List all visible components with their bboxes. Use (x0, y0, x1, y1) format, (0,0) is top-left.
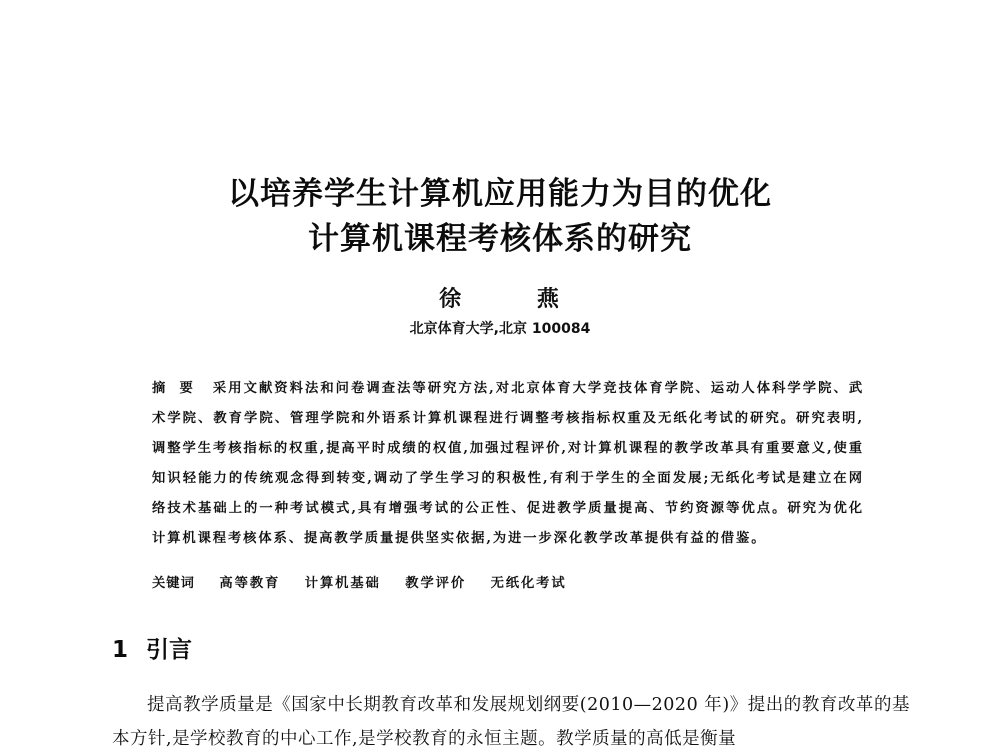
keywords-label: 关键词 (152, 576, 195, 591)
paper-title-line-1: 以培养学生计算机应用能力为目的优化 (228, 176, 772, 212)
keyword-item: 高等教育 (219, 576, 281, 591)
author-affiliation: 北京体育大学,北京 100084 (409, 321, 591, 337)
section-number: 1 (112, 637, 129, 663)
abstract-text: 采用文献资料法和问卷调查法等研究方法,对北京体育大学竞技体育学院、运动人体科学学院、武术学院、教育学院、管理学院和外语系计算机课程进行调整考核指标权重及无纸化考试的研究。研究表明,调整学生考核指标的权重,提高平时成绩的权值,加强过程评价,对计算机课程的教学改革具有重要意义,使重知识轻能力的传统观念得到转变,调动了学生学习的积极性,有利于学生的全面发展;无纸化考试是建立在网络技术基础上的一种考试模式,具有增强考试的公正性、促进教学质量提高、节约资源等优点。研究为优化计算机课程考核体系、提高教学质量提供坚实依据,为进一步深化教学改革提供有益的借鉴。 (152, 381, 865, 546)
author-name: 徐 燕 (439, 286, 583, 312)
keywords-line (152, 572, 585, 591)
abstract-label: 摘要 (152, 381, 207, 396)
body-paragraph: 提高教学质量是《国家中长期教育改革和发展规划纲要(2010—2020 年)》提出的教育改革的基本方针,是学校教育的中心工作,是学校教育的永恒主题。教学质量的高低是衡量 (112, 695, 910, 749)
section-title: 引言 (146, 637, 193, 663)
abstract (152, 374, 864, 554)
paper-title-line-2: 计算机课程考核体系的研究 (308, 221, 692, 257)
keyword-item: 教学评价 (405, 576, 467, 591)
keyword-item: 计算机基础 (304, 576, 381, 591)
keyword-item: 无纸化考试 (490, 576, 567, 591)
section-heading (112, 631, 192, 664)
